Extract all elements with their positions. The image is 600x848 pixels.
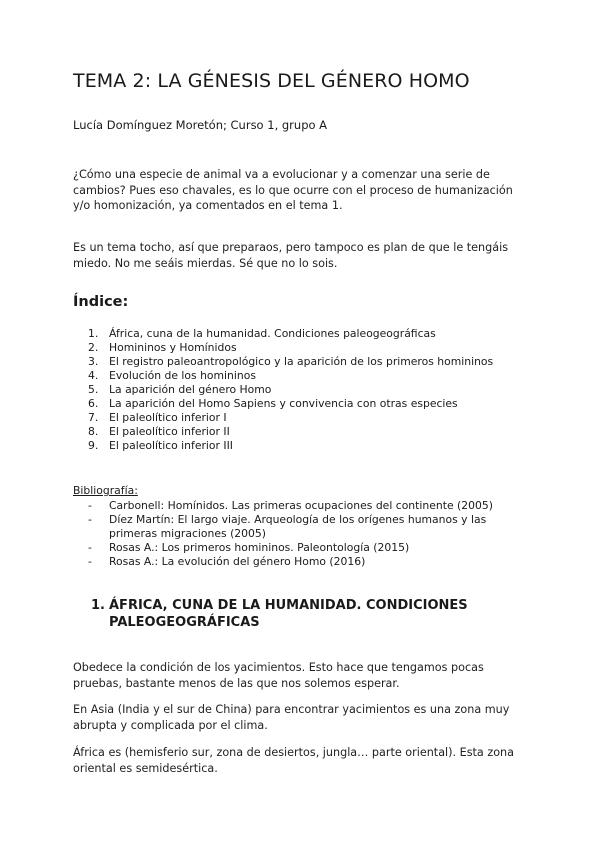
- bullet-dash: -: [88, 555, 92, 568]
- index-item-text: Homininos y Homínidos: [109, 341, 237, 354]
- index-item: [73, 425, 513, 439]
- index-item-number: 8.: [88, 425, 99, 438]
- bullet-dash: -: [88, 513, 92, 526]
- index-item: [73, 383, 513, 397]
- document-title: TEMA 2: LA GÉNESIS DEL GÉNERO HOMO: [73, 70, 470, 92]
- section-number: 1.: [91, 598, 105, 613]
- index-item-text: El paleolítico inferior II: [109, 425, 230, 438]
- index-item-text: El paleolítico inferior III: [109, 439, 233, 452]
- index-item-number: 2.: [88, 341, 99, 354]
- index-item-number: 4.: [88, 369, 99, 382]
- index-item: [73, 327, 513, 341]
- bibliography-list: [73, 499, 518, 569]
- bibliography-text: Rosas A.: La evolución del género Homo (2016): [109, 555, 366, 568]
- index-item-number: 1.: [88, 327, 99, 340]
- index-heading: Índice:: [73, 294, 129, 310]
- bibliography-item: [73, 555, 518, 569]
- intro-paragraph-2: Es un tema tocho, así que preparaos, pero tampoco es plan de que le tengáis miedo. No me seáis mierdas. Sé que no lo sois.: [73, 241, 509, 270]
- bibliography-label: Bibliografía:: [73, 484, 138, 497]
- index-item-number: 3.: [88, 355, 99, 368]
- section-1-paragraph-2: En Asia (India y el sur de China) para encontrar yacimientos es una zona muy abrupta y complicada por el clima.: [73, 703, 510, 732]
- index-item-number: 6.: [88, 397, 99, 410]
- index-item-text: El paleolítico inferior I: [109, 411, 227, 424]
- index-item-text: El registro paleoantropológico y la aparición de los primeros homininos: [109, 355, 494, 368]
- bullet-dash: -: [88, 499, 92, 512]
- index-item-number: 5.: [88, 383, 99, 396]
- index-item-number: 9.: [88, 439, 99, 452]
- index-item-number: 7.: [88, 411, 99, 424]
- index-item-text: Evolución de los homininos: [109, 369, 256, 382]
- section-1-paragraph-1: Obedece la condición de los yacimientos. Esto hace que tengamos pocas pruebas, bastante menos de las que nos solemos esperar.: [73, 661, 484, 690]
- index-item: [73, 439, 513, 453]
- bibliography-text: Rosas A.: Los primeros homininos. Paleontología (2015): [109, 541, 410, 554]
- bibliography-item: [73, 541, 518, 555]
- index-item: [73, 397, 513, 411]
- index-list: [73, 327, 513, 453]
- bibliography-text: Carbonell: Homínidos. Las primeras ocupaciones del continente (2005): [109, 499, 493, 512]
- bibliography-text: Díez Martín: El largo viaje. Arqueología de los orígenes humanos y las primeras migraciones (2005): [109, 513, 487, 540]
- intro-paragraph-1: ¿Cómo una especie de animal va a evolucionar y a comenzar una serie de cambios? Pues eso chavales, es lo que ocurre con el proceso de humanización y/o homonización, ya comentados en el tema 1.: [73, 168, 513, 212]
- index-item: [73, 411, 513, 425]
- section-1-paragraph-3: África es (hemisferio sur, zona de desiertos, jungla… parte oriental). Esta zona oriental es semidesértica.: [73, 746, 514, 775]
- index-item-text: África, cuna de la humanidad. Condiciones paleogeográficas: [109, 327, 436, 340]
- bibliography-item: [73, 499, 518, 513]
- section-title: ÁFRICA, CUNA DE LA HUMANIDAD. CONDICIONES PALEOGEOGRÁFICAS: [109, 598, 468, 630]
- index-item-text: La aparición del Homo Sapiens y convivencia con otras especies: [109, 397, 458, 410]
- index-item: [73, 341, 513, 355]
- index-item: [73, 369, 513, 383]
- section-1-heading: [73, 597, 493, 631]
- bibliography-item: [73, 513, 518, 541]
- index-item: [73, 355, 513, 369]
- bullet-dash: -: [88, 541, 92, 554]
- author-line: Lucía Domínguez Moretón; Curso 1, grupo A: [73, 118, 328, 132]
- index-item-text: La aparición del género Homo: [109, 383, 272, 396]
